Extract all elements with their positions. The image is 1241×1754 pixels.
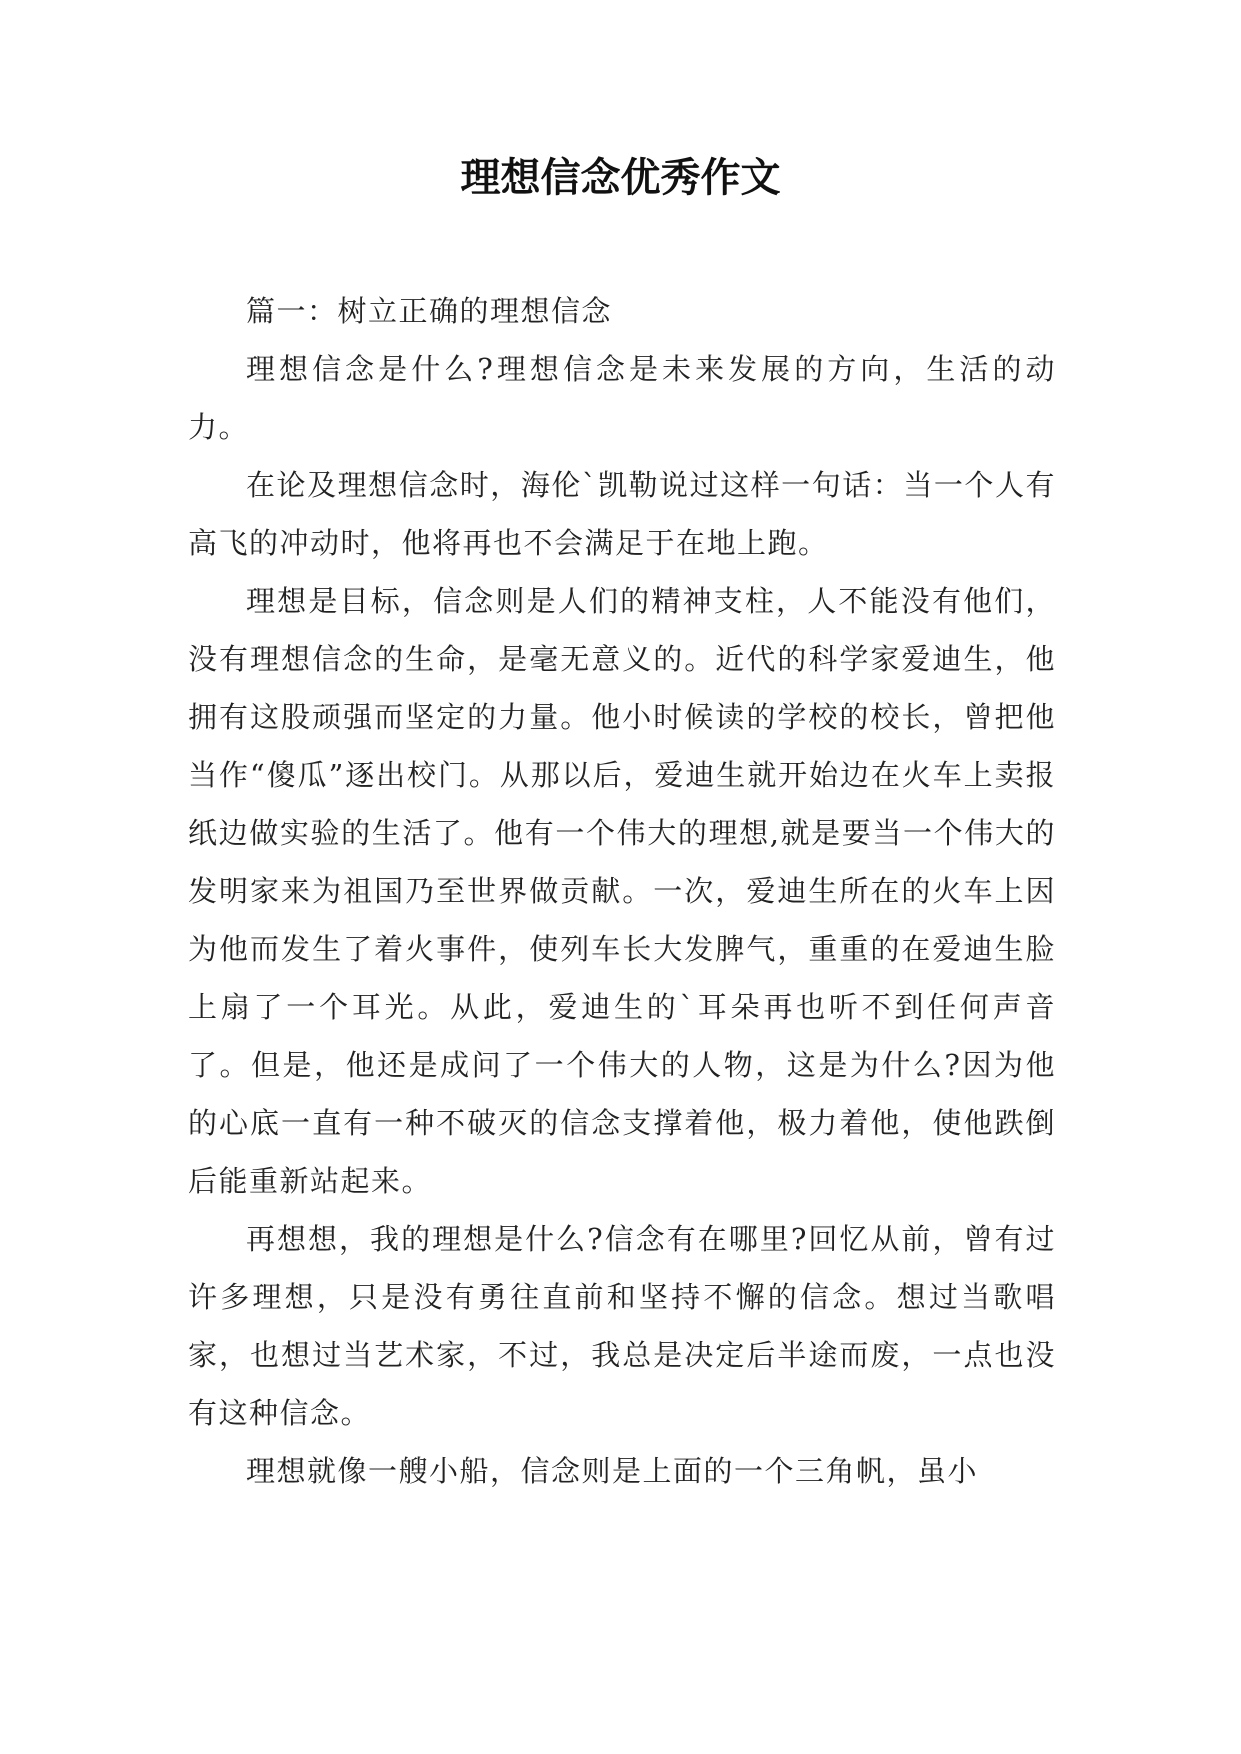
paragraph-1: 理想信念是什么?理想信念是未来发展的方向，生活的动力。 [188, 352, 1056, 444]
paragraph-5: 理想就像一艘小船，信念则是上面的一个三角帆，虽小 [246, 1454, 979, 1488]
document-title: 理想信念优秀作文 [460, 154, 781, 201]
section-heading: 篇一：树立正确的理想信念 [246, 294, 613, 328]
document-body [188, 282, 1056, 1500]
paragraph-2: 在论及理想信念时，海伦`凯勒说过这样一句话：当一个人有高飞的冲动时，他将再也不会满足于在地上跑。 [188, 468, 1056, 560]
paragraph-3: 理想是目标，信念则是人们的精神支柱，人不能没有他们，没有理想信念的生命，是毫无意义的。近代的科学家爱迪生，他拥有这股顽强而坚定的力量。他小时候读的学校的校长，曾把他当作“傻瓜”逐出校门。从那以后，爱迪生就开始边在火车上卖报纸边做实验的生活了。他有一个伟大的理想,就是要当一个伟大的发明家来为祖国乃至世界做贡献。一次，爱迪生所在的火车上因为他而发生了着火事件，使列车长大发脾气，重重的在爱迪生脸上扇了一个耳光。从此，爱迪生的`耳朵再也听不到任何声音了。但是，他还是成问了一个伟大的人物，这是为什么?因为他的心底一直有一种不破灭的信念支撑着他，极力着他，使他跌倒后能重新站起来。 [188, 584, 1056, 1198]
paragraph-4: 再想想，我的理想是什么?信念有在哪里?回忆从前，曾有过许多理想，只是没有勇往直前和坚持不懈的信念。想过当歌唱家，也想过当艺术家，不过，我总是决定后半途而废，一点也没有这种信念。 [188, 1222, 1056, 1430]
